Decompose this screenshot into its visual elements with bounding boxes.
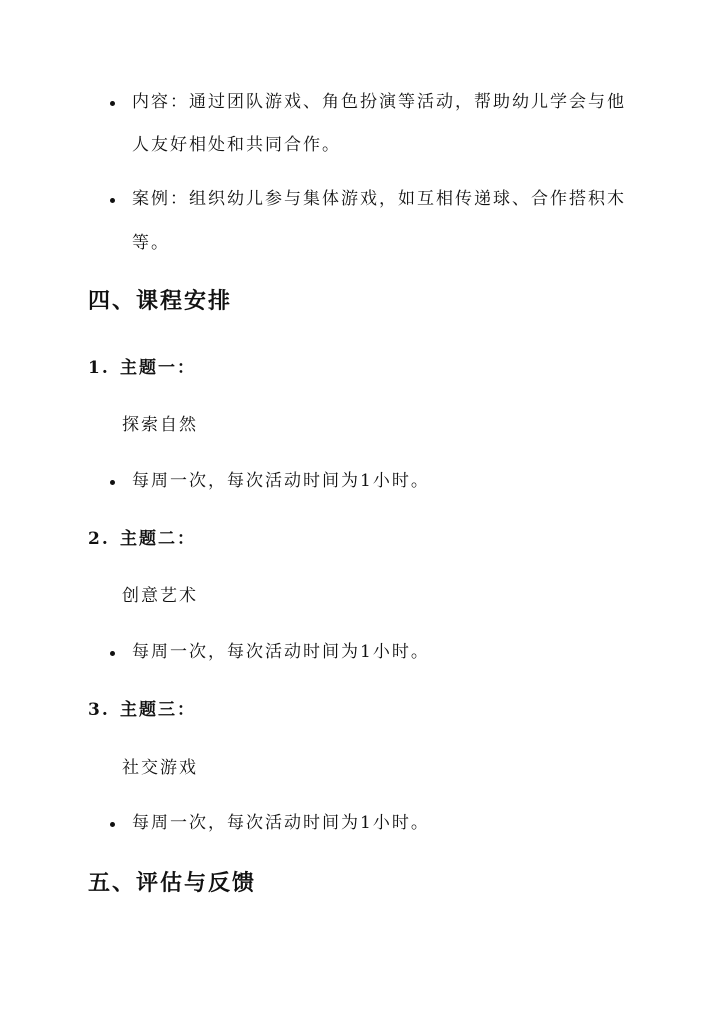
theme-heading	[88, 699, 196, 721]
bullet-icon	[110, 101, 115, 106]
bullet-text-line: 每周一次，每次活动时间为1小时。	[132, 471, 430, 491]
list-item	[110, 92, 630, 162]
theme-number: 1.	[88, 358, 110, 378]
bullet-text-line: 等。	[132, 233, 170, 253]
bullet-icon	[110, 480, 115, 485]
list-item	[110, 189, 630, 259]
bullet-text-line: 案例：组织幼儿参与集体游戏，如互相传递球、合作搭积木	[132, 189, 626, 209]
list-item	[110, 813, 630, 837]
theme-name: 创意艺术	[122, 586, 198, 606]
theme-label: 主题二：	[120, 529, 196, 549]
bullet-text-line: 每周一次，每次活动时间为1小时。	[132, 813, 430, 833]
theme-label: 主题一：	[120, 358, 196, 378]
theme-name: 探索自然	[122, 415, 198, 435]
bullet-text-line: 每周一次，每次活动时间为1小时。	[132, 642, 430, 662]
theme-name: 社交游戏	[122, 758, 198, 778]
theme-number: 2.	[88, 529, 110, 549]
section-heading: 五、评估与反馈	[88, 870, 257, 896]
theme-number: 3.	[88, 700, 110, 720]
theme-heading	[88, 357, 196, 379]
bullet-icon	[110, 822, 115, 827]
list-item	[110, 642, 630, 666]
theme-label: 主题三：	[120, 700, 196, 720]
list-item	[110, 471, 630, 495]
theme-heading	[88, 528, 196, 550]
bullet-icon	[110, 198, 115, 203]
bullet-icon	[110, 651, 115, 656]
bullet-text-line: 内容：通过团队游戏、角色扮演等活动，帮助幼儿学会与他	[132, 92, 626, 112]
section-heading: 四、课程安排	[88, 288, 233, 314]
bullet-text-line: 人友好相处和共同合作。	[132, 135, 341, 155]
